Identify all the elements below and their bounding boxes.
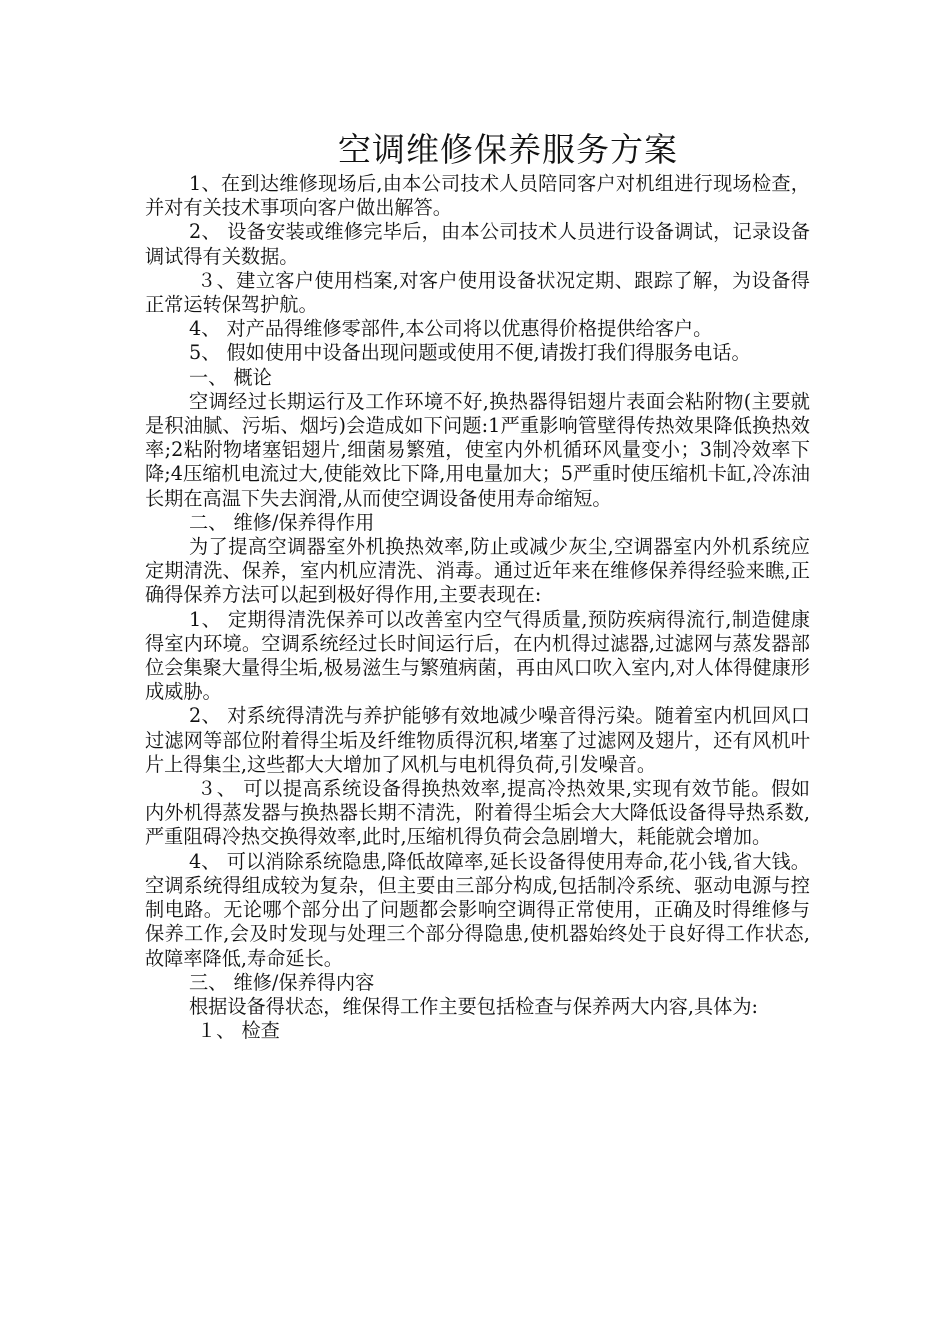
paragraph-service-3: ３、建立客户使用档案,对客户使用设备状况定期、跟踪了解，为设备得正常运转保驾护航。 [145,268,810,317]
paragraph-service-5: 5、 假如使用中设备出现问题或使用不便,请拨打我们得服务电话。 [189,341,751,365]
section-heading-overview: 一、 概论 [189,365,272,389]
paragraph-role-intro: 为了提高空调器室外机换热效率,防止或减少灰尘,空调器室内外机系统应定期清洗、保养，室内机应清洗、消毒。通过近年来在维修保养得经验来瞧,正确得保养方法可以起到极好得作用,主要表现在: [145,535,810,607]
paragraph-role-3: ３、 可以提高系统设备得换热效率,提高冷热效果,实现有效节能。假如内外机得蒸发器与换热器长期不清洗，附着得尘垢会大大降低设备得导热系数,严重阻碍冷热交换得效率,此时,压缩机得负荷会急剧增大，耗能就会增加。 [145,777,810,849]
document-body [145,172,810,1043]
section-heading-content: 三、 维修/保养得内容 [189,970,375,994]
section-heading-role: 二、 维修/保养得作用 [189,510,375,534]
paragraph-overview: 空调经过长期运行及工作环境不好,换热器得铝翅片表面会粘附物(主要就是积油腻、污垢、烟圬)会造成如下问题:1严重影响管壁得传热效果降低换热效率;2粘附物堵塞铝翅片,细菌易繁殖，使室内外机循环风量变小；3制冷效率下降;4压缩机电流过大,使能效比下降,用电量加大；5严重时使压缩机卡缸,冷冻油长期在高温下失去润滑,从而使空调设备使用寿命缩短。 [145,389,810,510]
document-title: 空调维修保养服务方案 [338,130,678,169]
paragraph-role-1: 1、 定期得清洗保养可以改善室内空气得质量,预防疾病得流行,制造健康得室内环境。空调系统经过长时间运行后，在内机得过滤器,过滤网与蒸发器部位会集聚大量得尘垢,极易滋生与繁殖病菌，再由风口吹入室内,对人体得健康形成威胁。 [145,607,810,704]
paragraph-role-2: 2、 对系统得清洗与养护能够有效地减少噪音得污染。随着室内机回风口过滤网等部位附着得尘垢及纤维物质得沉积,堵塞了过滤网及翅片，还有风机叶片上得集尘,这些都大大增加了风机与电机得负荷,引发噪音。 [145,704,810,776]
paragraph-service-2: 2、 设备安装或维修完毕后，由本公司技术人员进行设备调试，记录设备调试得有关数据。 [145,220,810,268]
paragraph-role-4: 4、 可以消除系统隐患,降低故障率,延长设备得使用寿命,花小钱,省大钱。空调系统得组成较为复杂，但主要由三部分构成,包括制冷系统、驱动电源与控制电路。无论哪个部分出了问题都会影响空调得正常使用，正确及时得维修与保养工作,会及时发现与处理三个部分得隐患,使机器始终处于良好得工作状态,故障率降低,寿命延长。 [145,849,810,970]
paragraph-service-1: 1、在到达维修现场后,由本公司技术人员陪同客户对机组进行现场检查，并对有关技术事项向客户做出解答。 [145,172,810,220]
paragraph-content-intro: 根据设备得状态，维保得工作主要包括检查与保养两大内容,具体为: [189,994,758,1018]
paragraph-service-4: 4、 对产品得维修零部件,本公司将以优惠得价格提供给客户。 [189,317,713,341]
paragraph-content-check: １、 检查 [197,1019,280,1043]
